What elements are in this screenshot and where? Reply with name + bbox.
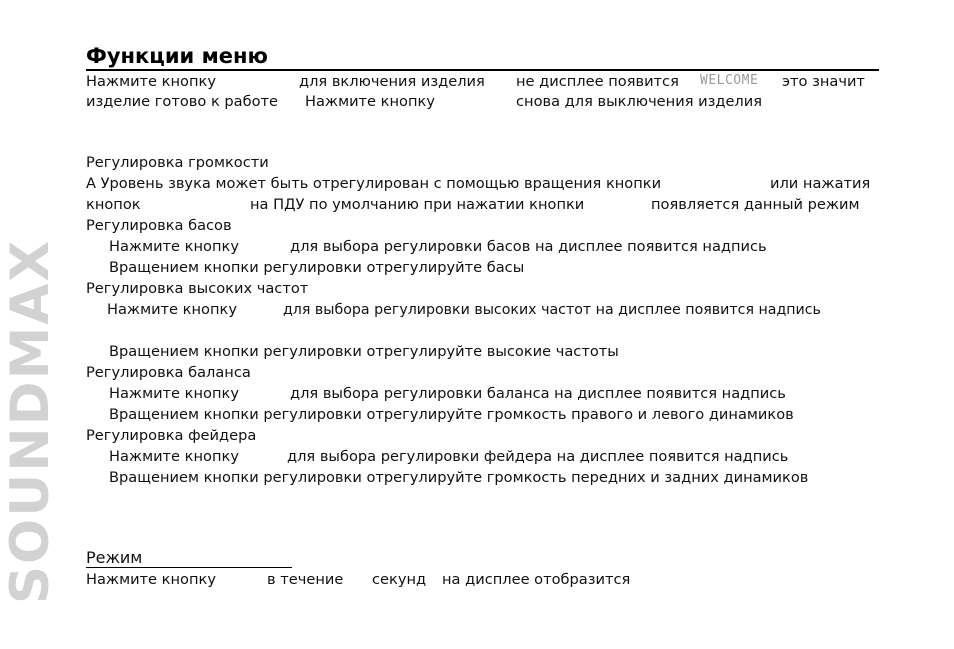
balance-line1-part2: для выбора регулировки баланса на дисплее появится надпись xyxy=(290,385,786,402)
fader-heading: Регулировка фейдера xyxy=(86,427,257,444)
brand-watermark: SOUNDMAX xyxy=(0,238,61,604)
balance-line2: Вращением кнопки регулировки отрегулируйте громкость правого и левого динамиков xyxy=(109,406,794,423)
power-line2-part3: снова для выключения изделия xyxy=(516,93,763,110)
bass-line1-part1: Нажмите кнопку xyxy=(109,238,239,255)
fader-line1-part2: для выбора регулировки фейдера на дисплее появится надпись xyxy=(287,448,789,465)
bass-heading: Регулировка басов xyxy=(86,217,232,234)
mode-heading: Режим xyxy=(86,548,143,567)
power-line1-part1: Нажмите кнопку xyxy=(86,73,216,90)
treble-line1-part2: для выбора регулировки высоких частот на дисплее появится надпись xyxy=(283,302,821,318)
page-title: Функции меню xyxy=(86,44,268,68)
power-line1-part3: не дисплее появится xyxy=(516,73,679,90)
fader-line1-part1: Нажмите кнопку xyxy=(109,448,239,465)
treble-line2: Вращением кнопки регулировки отрегулируйте высокие частоты xyxy=(109,343,619,360)
balance-heading: Регулировка баланса xyxy=(86,364,251,381)
bass-line1-part2: для выбора регулировки басов на дисплее появится надпись xyxy=(290,238,767,255)
volume-heading: Регулировка громкости xyxy=(86,154,269,171)
volume-line2-part2: на ПДУ по умолчанию при нажатии кнопки xyxy=(250,196,585,213)
volume-line1-part2: или нажатия xyxy=(770,175,871,192)
title-underline xyxy=(86,69,879,71)
power-line2-part2: Нажмите кнопку xyxy=(305,93,435,110)
mode-heading-underline xyxy=(86,567,292,568)
power-line1-part4: это значит xyxy=(782,73,865,90)
mode-line1-part1: Нажмите кнопку xyxy=(86,571,216,588)
treble-heading: Регулировка высоких частот xyxy=(86,280,309,297)
volume-line1-part1: А Уровень звука может быть отрегулирован с помощью вращения кнопки xyxy=(86,175,662,192)
treble-line1-part1: Нажмите кнопку xyxy=(107,301,237,318)
mode-line1-part3: секунд xyxy=(372,571,427,588)
power-line2-part1: изделие готово к работе xyxy=(86,93,279,110)
bass-line2: Вращением кнопки регулировки отрегулируйте басы xyxy=(109,259,525,276)
mode-line1-part2: в течение xyxy=(267,571,344,588)
fader-line2: Вращением кнопки регулировки отрегулируйте громкость передних и задних динамиков xyxy=(109,469,809,486)
volume-line2-part1: кнопок xyxy=(86,196,141,213)
mode-line1-part4: на дисплее отобразится xyxy=(442,571,631,588)
balance-line1-part1: Нажмите кнопку xyxy=(109,385,239,402)
volume-line2-part3: появляется данный режим xyxy=(651,196,860,213)
lcd-welcome-display: WELCOME xyxy=(700,73,759,88)
power-line1-part2: для включения изделия xyxy=(299,73,485,90)
